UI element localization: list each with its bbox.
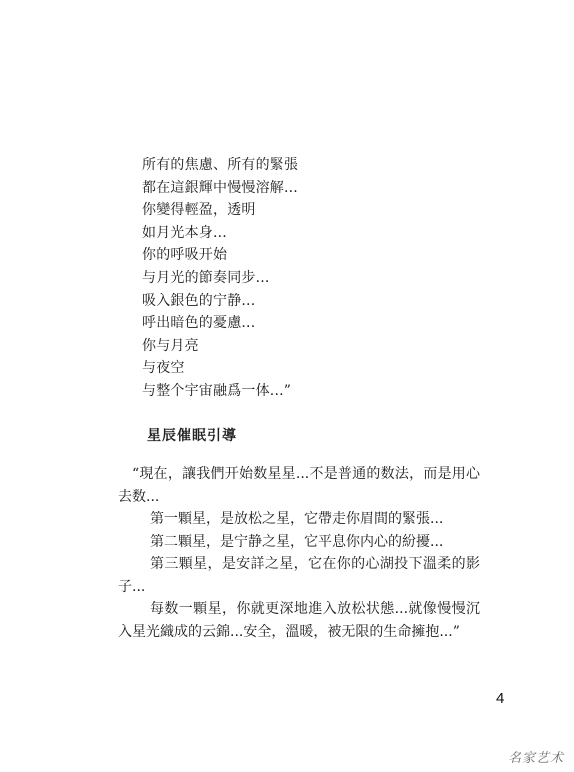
- prose-paragraph: 第二顆星，是宁静之星，它平息你内心的紛擾...: [150, 533, 444, 550]
- poem-line: 与整个宇宙融爲一体...”: [142, 382, 292, 399]
- poem-line: 吸入銀色的宁静...: [142, 292, 256, 309]
- poem-line: 与夜空: [142, 360, 185, 377]
- prose-paragraph: 第三顆星，是安詳之星，它在你的心湖投下溫柔的影子...: [118, 556, 480, 595]
- page-number: 4: [496, 690, 505, 707]
- poem-line: 你變得輕盈，透明: [142, 202, 256, 219]
- prose-paragraph: 每数一顆星，你就更深地進入放松状態...就像慢慢沉入星光織成的云錦...安全，溫暖，被无限的生命擁抱...”: [118, 601, 480, 640]
- prose-paragraph: 第一顆星，是放松之星，它帶走你眉間的緊張...: [150, 511, 444, 527]
- poem-line: 你与月亮: [142, 337, 199, 354]
- poem-line: 都在這銀輝中慢慢溶解...: [142, 179, 298, 196]
- poem-line: 与月光的節奏同步...: [142, 269, 270, 286]
- prose-block: [118, 463, 480, 643]
- section-heading: 星辰催眠引導: [147, 428, 237, 444]
- watermark: 名家艺术: [507, 751, 564, 766]
- prose-paragraph: “現在，讓我們开始数星星...不是普通的数法，而是用心去数...: [118, 466, 480, 505]
- poem-line: 如月光本身...: [142, 224, 227, 241]
- poem-line: 呼出暗色的憂慮...: [142, 315, 256, 332]
- poem-line: 你的呼吸开始: [142, 247, 228, 264]
- poem-line: 所有的焦慮、所有的緊張: [142, 157, 299, 173]
- poem-block: [142, 154, 462, 403]
